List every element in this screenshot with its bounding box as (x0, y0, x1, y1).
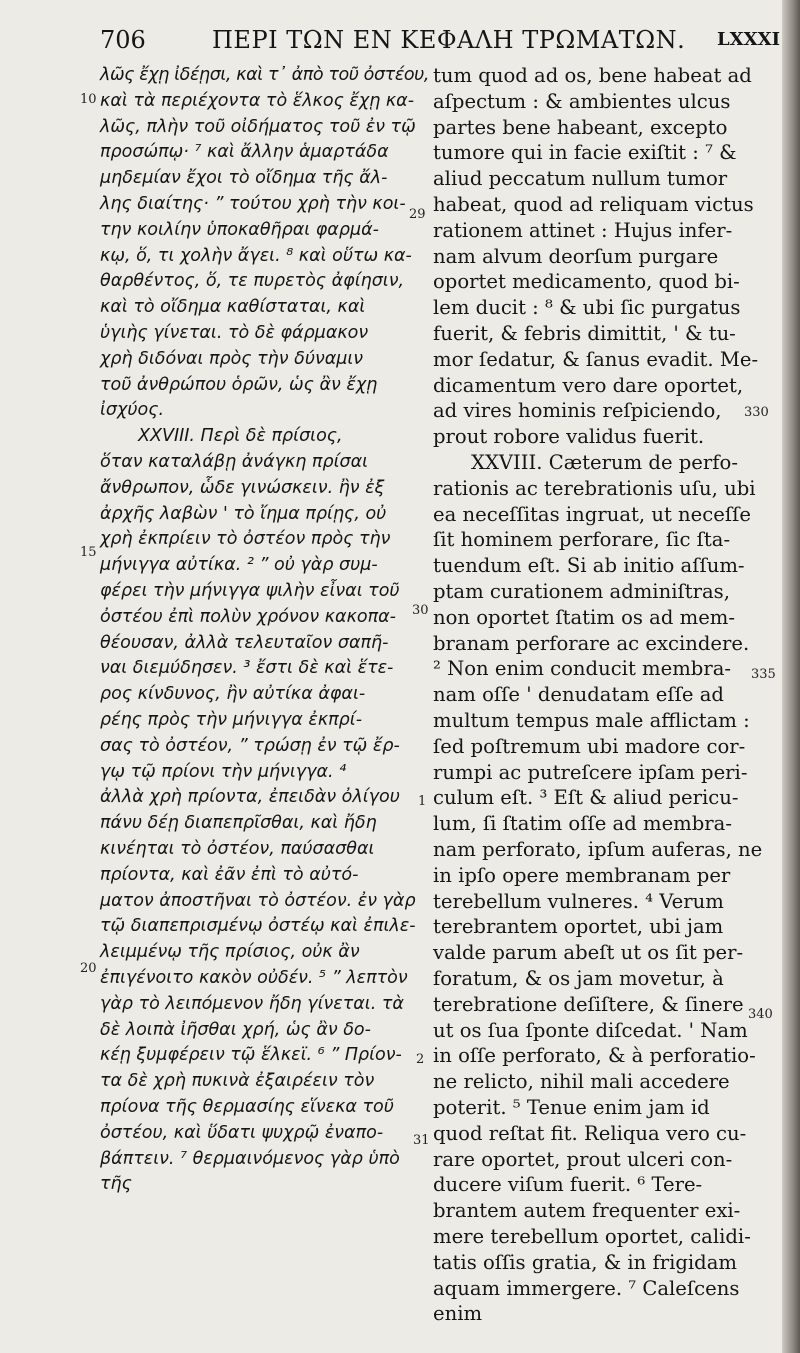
margin-number: 330 (744, 405, 769, 420)
book-spine-shadow (782, 0, 800, 1353)
text-line: θαρθέντος, ὅ, τε πυρετὸς ἀφίησιν, (100, 271, 405, 292)
margin-number: 1 (418, 794, 427, 809)
text-line: fuerit, & febris dimittit, ' & tu- (433, 322, 736, 345)
text-line: XXVIII. Περὶ δὲ πρίσιος, (138, 426, 343, 447)
text-line: aliud peccatum nullum tumor (433, 167, 728, 191)
margin-number: 2 (416, 1052, 425, 1067)
text-line: πρίονα τῆς θερμασίης εἵνεκα τοῦ (100, 1097, 394, 1117)
text-line: dicamentum vero dare oportet, (433, 373, 744, 397)
margin-number: 15 (80, 545, 97, 560)
text-line: ματον ἀποστῆναι τὸ ὀστέον. ἐν γὰρ (100, 890, 416, 911)
text-line: ἄνθρωπον, ὧδε γινώσκειν. ἢν ἐξ (100, 477, 385, 498)
text-line: XXVIII. Cæterum de perfo- (471, 451, 738, 474)
text-line: ρος κίνδυνος, ἢν αὐτίκα ἀφαι- (100, 684, 366, 705)
text-line: rationis ac terebrationis uſu, ubi (433, 476, 756, 500)
text-line: ὀστέου, καὶ ὕδατι ψυχρῷ ἐναπο- (100, 1122, 384, 1143)
text-line: μηδεμίαν ἔχοι τὸ οἴδημα τῆς ἄλ- (100, 168, 388, 189)
text-line: ὑγιὴς γίνεται. τὸ δὲ φάρμακον (100, 323, 369, 343)
text-line: πάνυ δέῃ διαπεπρῖσθαι, καὶ ἤδη (100, 813, 377, 834)
text-line: δὲ λοιπὰ ἰῆσθαι χρή, ὡς ἂν δο- (100, 1019, 371, 1040)
text-line: τοῦ ἀνθρώπου ὁρῶν, ὡς ἂν ἔχῃ (100, 374, 378, 395)
text-line: in ipſo opere membranam per (433, 863, 731, 887)
text-line: in oſſe perforato, & à perforatio- (433, 1044, 756, 1068)
text-line: καὶ τὸ οἴδημα καθίσταται, καὶ (100, 297, 366, 318)
text-line: προσώπῳ· ⁷ καὶ ἄλλην ἁμαρτάδα (100, 142, 389, 163)
margin-number: 31 (413, 1133, 430, 1148)
text-line: ὅταν καταλάβῃ ἀνάγκη πρίσαι (100, 452, 369, 472)
text-line: multum tempus male afflictam : (433, 709, 750, 732)
text-line: partes bene habeant, excepto (433, 115, 728, 139)
text-line: rumpi ac putreſcere ipſam peri- (433, 760, 748, 784)
text-line: γῳ τῷ πρίονι τὴν μήνιγγα. ⁴ (100, 761, 347, 782)
text-line: mere terebellum oportet, calidi- (433, 1225, 751, 1248)
text-line: oportet medicamento, quod bi- (433, 270, 740, 294)
text-line: θέουσαν, ἀλλὰ τελευταῖον σαπῆ- (100, 632, 389, 653)
text-line: ſed poſtremum ubi madore cor- (433, 734, 746, 758)
margin-number: 335 (751, 667, 776, 682)
text-line: branam perforare ac excindere. (433, 631, 750, 655)
text-line: rare oportet, prout ulceri con- (433, 1147, 733, 1171)
text-line: ad vires hominis reſpiciendo, (433, 399, 722, 423)
text-line: ptam curationem adminiſtras, (433, 580, 730, 603)
text-line: ne relicto, nihil mali accedere (433, 1070, 730, 1094)
text-line: lem ducit : ⁸ & ubi ſic purgatus (433, 296, 741, 320)
margin-number: 10 (80, 92, 97, 107)
text-line: μήνιγγα αὐτίκα. ² ” οὐ γὰρ συμ- (100, 555, 378, 576)
section-mark: LXXXI (717, 29, 780, 50)
text-line: poterit. ⁵ Tenue enim jam id (433, 1096, 710, 1119)
page-header (100, 22, 780, 58)
margin-number: 29 (409, 207, 426, 222)
text-line: non oportet ſtatim os ad mem- (433, 605, 736, 629)
text-line: λῶς ἔχῃ ἰδέῃσι, καὶ τ᾽ ἀπὸ τοῦ ὀστέου, (100, 65, 430, 85)
text-line: culum eſt. ³ Eſt & aliud pericu- (433, 786, 739, 810)
text-line: φέρει τὴν μήνιγγα ψιλὴν εἶναι τοῦ (100, 581, 400, 601)
text-line: ² Non enim conducit membra- (433, 657, 732, 681)
text-line: tum quod ad os, bene habeat ad (433, 64, 752, 87)
running-head: ΠΕΡΙ ΤΩΝ ΕΝ ΚΕΦΑΛΗ ΤΡΩΜΑΤΩΝ. (212, 26, 686, 54)
text-line: tumore qui in facie exiſtit : ⁷ & (433, 141, 737, 165)
text-line: foratum, & os jam movetur, à (433, 967, 724, 990)
text-line: nam alvum deorſum purgare (433, 244, 719, 268)
text-line: rationem attinet : Hujus infer- (433, 218, 733, 242)
text-line: aquam immergere. ⁷ Caleſcens (433, 1276, 740, 1300)
text-line: enim (433, 1302, 483, 1326)
text-line: ὀστέου ἐπὶ πολὺν χρόνον κακοπα- (100, 606, 396, 627)
text-line: ſit hominem perforare, ſic ſta- (433, 528, 731, 552)
text-line: terebrantem oportet, ubi jam (433, 915, 724, 939)
text-line: valde parum abeſt ut os ſit per- (433, 941, 744, 965)
text-line: nam perforato, ipſum auferas, ne (433, 838, 763, 861)
text-line: tuendum eſt. Si ab initio aſſum- (433, 554, 745, 578)
text-line: brantem autem frequenter exi- (433, 1199, 741, 1223)
text-line: ἀρχῆς λαβὼν ' τὸ ἴημα πρίῃς, οὐ (100, 503, 387, 524)
page-number: 706 (100, 26, 146, 54)
text-line: κινέηται τὸ ὀστέον, παύσασθαι (100, 839, 375, 859)
text-line: ut os ſua ſponte diſcedat. ' Nam (433, 1018, 748, 1042)
text-line: χρὴ ἐκπρίειν τὸ ὀστέον πρὸς τὴν (100, 529, 391, 550)
text-line: χρὴ διδόναι πρὸς τὴν δύναμιν (100, 348, 364, 369)
text-line: βάπτειν. ⁷ θερμαινόμενος γὰρ ὑπὸ (100, 1148, 400, 1169)
text-line: λης διαίτης· ” τούτου χρὴ τὴν κοι- (100, 194, 406, 214)
text-line: τα δὲ χρὴ πυκινὰ ἐξαιρέειν τὸν (100, 1071, 375, 1092)
text-line: ἐπιγένοιτο κακὸν οὐδέν. ⁵ ” λεπτὸν (100, 968, 408, 988)
text-line: λειμμένῳ τῆς πρίσιος, οὐκ ἂν (100, 942, 360, 963)
text-line: ducere viſum fuerit. ⁶ Tere- (433, 1173, 703, 1197)
text-line: terebratione deſiſtere, & ſinere (433, 992, 744, 1016)
text-line: habeat, quod ad reliquam victus (433, 193, 754, 216)
text-line: ρέης πρὸς τὴν μήνιγγα ἐκπρί- (100, 710, 363, 730)
text-line: ναι διεμύδησεν. ³ ἔστι δὲ καὶ ἕτε- (100, 658, 394, 679)
text-line: κέῃ ξυμφέρειν τῷ ἕλκεϊ. ⁶ ” Πρίον- (100, 1045, 402, 1066)
text-line: mor ſedatur, & ſanus evadit. Me- (433, 347, 759, 371)
text-line: λῶς, πλὴν τοῦ οἰδήματος τοῦ ἐν τῷ (100, 116, 416, 137)
text-line: tatis oſſis gratia, & in frigidam (433, 1250, 737, 1274)
text-line: πρίοντα, καὶ ἐᾶν ἐπὶ τὸ αὐτό- (100, 864, 359, 885)
margin-number: 30 (412, 603, 429, 618)
text-line: κῳ, ὅ, τι χολὴν ἄγει. ⁸ καὶ οὕτω κα- (100, 245, 412, 266)
text-line: τῷ διαπεπρισμένῳ ὀστέῳ καὶ ἐπιλε- (100, 916, 416, 937)
text-line: nam oſſe ' denudatam eſſe ad (433, 683, 724, 707)
text-line: ea neceſſitas ingruat, ut neceſſe (433, 502, 751, 526)
text-line: γὰρ τὸ λειπόμενον ἤδη γίνεται. τὰ (100, 993, 404, 1014)
text-line: σας τὸ ὀστέον, ” τρώσῃ ἐν τῷ ἔρ- (100, 735, 400, 756)
text-line: την κοιλίην ὑποκαθῆραι φαρμά- (100, 219, 379, 240)
text-line: quod reſtat fit. Reliqua vero cu- (433, 1121, 747, 1145)
margin-number: 340 (748, 1007, 773, 1022)
text-line: prout robore validus fuerit. (433, 425, 705, 449)
text-line: terebellum vulneres. ⁴ Verum (433, 889, 724, 913)
text-line: καὶ τὰ περιέχοντα τὸ ἕλκος ἔχῃ κα- (100, 90, 415, 111)
text-line: ἰσχύος. (100, 400, 165, 421)
text-line: τῆς (100, 1174, 132, 1195)
margin-number: 20 (80, 961, 97, 976)
text-line: aſpectum : & ambientes ulcus (433, 89, 731, 113)
text-line: lum, ſi ſtatim oſſe ad membra- (433, 812, 732, 836)
text-line: ἀλλὰ χρὴ πρίοντα, ἐπειδὰν ὀλίγου (100, 787, 400, 808)
